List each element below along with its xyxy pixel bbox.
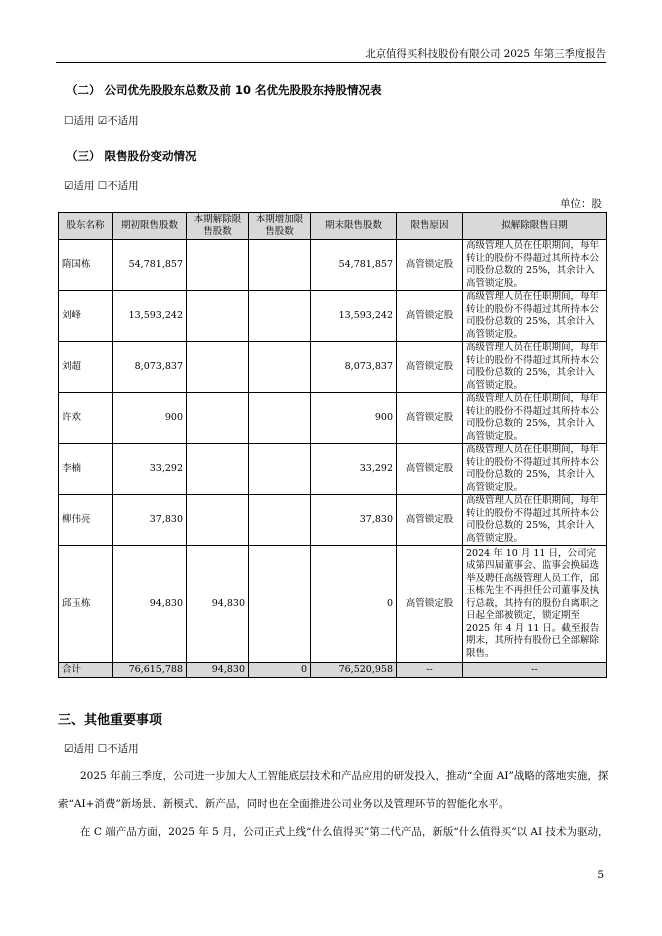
header-rule: [56, 62, 606, 63]
restricted-shares-table: [58, 212, 607, 678]
total-label: 合计: [59, 663, 113, 678]
restriction-reason: 高管锁定股: [397, 444, 463, 495]
added-restricted: [249, 342, 311, 393]
column-header: 本期增加限售股数: [249, 213, 311, 240]
column-header: 限售原因: [397, 213, 463, 240]
total-end: 76,520,958: [311, 663, 397, 678]
table-row: [59, 444, 607, 495]
release-date-note: 高级管理人员在任职期间，每年转让的股份不得超过其所持本公司股份总数的 25%，其余计入高管锁定股。: [463, 342, 607, 393]
release-date-note: 高级管理人员在任职期间，每年转让的股份不得超过其所持本公司股份总数的 25%，其余计入高管锁定股。: [463, 240, 607, 291]
column-header: 拟解除限售日期: [463, 213, 607, 240]
end-restricted: 37,830: [311, 495, 397, 546]
shareholder-name: 柳伟亮: [59, 495, 113, 546]
page-number: 5: [597, 869, 604, 881]
shareholder-name: 许欢: [59, 393, 113, 444]
start-restricted: 94,830: [113, 546, 187, 663]
added-restricted: [249, 546, 311, 663]
total-released: 94,830: [187, 663, 249, 678]
restriction-reason: 高管锁定股: [397, 393, 463, 444]
paragraph-line: 在 C 端产品方面，2025 年 5 月，公司正式上线“什么值得买”第二代产品，新版“什么值得买”以 AI 技术为驱动，: [80, 826, 609, 838]
applicability-options-preferred: ☐适用 ☑不适用: [64, 115, 139, 127]
section-title-preferred-shares: （二） 公司优先股股东总数及前 10 名优先股股东持股情况表: [66, 83, 382, 97]
restriction-reason: 高管锁定股: [397, 342, 463, 393]
column-header: 本期解除限售股数: [187, 213, 249, 240]
release-date-note: 高级管理人员在任职期间，每年转让的股份不得超过其所持本公司股份总数的 25%，其余计入高管锁定股。: [463, 393, 607, 444]
shareholder-name: 邱玉栋: [59, 546, 113, 663]
total-date: --: [463, 663, 607, 678]
table-row: [59, 291, 607, 342]
total-reason: --: [397, 663, 463, 678]
applicability-options-other: ☑适用 ☐不适用: [64, 743, 139, 755]
total-added: 0: [249, 663, 311, 678]
released-restricted: [187, 393, 249, 444]
table-row: [59, 393, 607, 444]
section-title-restricted-shares: （三） 限售股份变动情况: [66, 149, 197, 163]
table-header-row: [59, 213, 607, 240]
start-restricted: 37,830: [113, 495, 187, 546]
start-restricted: 900: [113, 393, 187, 444]
added-restricted: [249, 444, 311, 495]
added-restricted: [249, 393, 311, 444]
released-restricted: [187, 291, 249, 342]
start-restricted: 54,781,857: [113, 240, 187, 291]
start-restricted: 13,593,242: [113, 291, 187, 342]
paragraph-line: 索“AI+消费”新场景、新模式、新产品，同时也在全面推进公司业务以及管理环节的智能化水平。: [58, 798, 510, 810]
section-title-other-matters: 三、其他重要事项: [58, 713, 163, 728]
page-header-title: 北京值得买科技股份有限公司 2025 年第三季度报告: [365, 48, 606, 60]
released-restricted: [187, 240, 249, 291]
end-restricted: 54,781,857: [311, 240, 397, 291]
added-restricted: [249, 495, 311, 546]
applicability-options-restricted: ☑适用 ☐不适用: [64, 180, 139, 192]
table-row: [59, 546, 607, 663]
end-restricted: 0: [311, 546, 397, 663]
end-restricted: 13,593,242: [311, 291, 397, 342]
shareholder-name: 刘超: [59, 342, 113, 393]
table-row: [59, 495, 607, 546]
restriction-reason: 高管锁定股: [397, 291, 463, 342]
table-row: [59, 240, 607, 291]
restriction-reason: 高管锁定股: [397, 546, 463, 663]
release-date-note: 高级管理人员在任职期间，每年转让的股份不得超过其所持本公司股份总数的 25%，其余计入高管锁定股。: [463, 291, 607, 342]
total-start: 76,615,788: [113, 663, 187, 678]
added-restricted: [249, 240, 311, 291]
end-restricted: 900: [311, 393, 397, 444]
restriction-reason: 高管锁定股: [397, 495, 463, 546]
release-date-note: 高级管理人员在任职期间，每年转让的股份不得超过其所持本公司股份总数的 25%，其余计入高管锁定股。: [463, 444, 607, 495]
column-header: 股东名称: [59, 213, 113, 240]
start-restricted: 8,073,837: [113, 342, 187, 393]
start-restricted: 33,292: [113, 444, 187, 495]
column-header: 期末限售股数: [311, 213, 397, 240]
released-restricted: [187, 495, 249, 546]
release-date-note: 高级管理人员在任职期间，每年转让的股份不得超过其所持本公司股份总数的 25%，其余计入高管锁定股。: [463, 495, 607, 546]
table-row: [59, 342, 607, 393]
released-restricted: [187, 444, 249, 495]
release-date-note: 2024 年 10 月 11 日，公司完成第四届董事会、监事会换届选举及聘任高级管理人员工作，邱玉栋先生不再担任公司董事及执行总裁，其持有的股份自离职之日起全部被锁定，锁定期至 2025 年 4 月 11 日。截至报告期末，其所持有股份已全部解除限售。: [463, 546, 607, 663]
end-restricted: 8,073,837: [311, 342, 397, 393]
added-restricted: [249, 291, 311, 342]
restriction-reason: 高管锁定股: [397, 240, 463, 291]
released-restricted: [187, 342, 249, 393]
shareholder-name: 李楠: [59, 444, 113, 495]
total-row: [59, 663, 607, 678]
shareholder-name: 刘峰: [59, 291, 113, 342]
end-restricted: 33,292: [311, 444, 397, 495]
paragraph-line: 2025 年前三季度，公司进一步加大人工智能底层技术和产品应用的研发投入，推动“全面 AI”战略的落地实施，探: [80, 770, 609, 782]
shareholder-name: 隋国栋: [59, 240, 113, 291]
released-restricted: 94,830: [187, 546, 249, 663]
column-header: 期初限售股数: [113, 213, 187, 240]
unit-label: 单位：股: [560, 198, 602, 210]
